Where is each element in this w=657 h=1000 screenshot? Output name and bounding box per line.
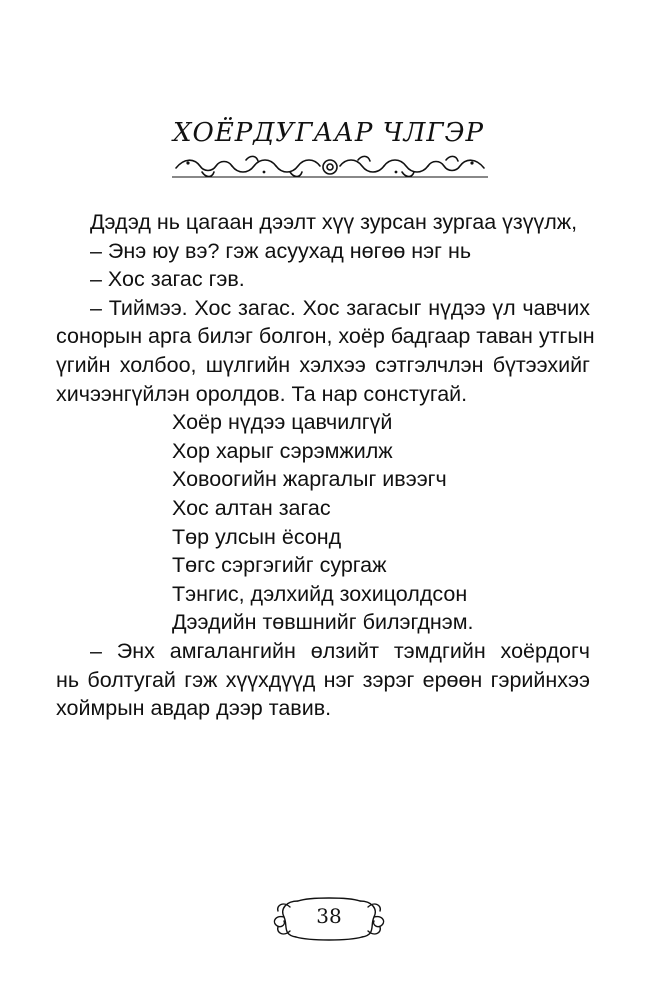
text-line: нь болтугай гэж хүүхдүүд нэг зэрэг ерөөн гэрийнхээ bbox=[56, 667, 590, 692]
ornament-divider-icon bbox=[172, 150, 488, 184]
text-line: хичээнгүйлэн оролдов. Та нар сонстугай. bbox=[56, 381, 468, 406]
poem-line: Төр улсын ёсонд bbox=[172, 524, 342, 549]
page-number: 38 bbox=[316, 904, 342, 928]
chapter-title: ХОЁРДУГААР ЧЛГЭР bbox=[173, 118, 484, 148]
poem-line: Хоёр нүдээ цавчилгүй bbox=[172, 410, 393, 435]
poem-line: Ховоогийн жаргалыг ивээгч bbox=[172, 467, 447, 492]
text-line: хоймрын авдар дээр тавив. bbox=[56, 696, 332, 721]
poem-line: Дээдийн төвшнийг билэгднэм. bbox=[172, 610, 474, 635]
text-line: – Энх амгалангийн өлзийт тэмдгийн хоёрдогч bbox=[90, 638, 590, 663]
text-line: үгийн холбоо, шүлгийн хэлхээ сэтгэлчлэн бүтээхийг bbox=[56, 352, 590, 377]
text-line: – Тиймээ. Хос загас. Хос загасыг нүдээ үл чавчих bbox=[90, 295, 590, 320]
poem-line: Хор харыг сэрэмжилж bbox=[172, 438, 393, 463]
poem-line: Тэнгис, дэлхийд зохицолдсон bbox=[172, 581, 468, 606]
page-number-frame bbox=[268, 895, 390, 943]
text-line: Дэдэд нь цагаан дээлт хүү зурсан зургаа үзүүлж, bbox=[90, 210, 578, 234]
poem-line: Төгс сэргэгийг сургаж bbox=[172, 553, 387, 578]
poem-line: Хос алтан загас bbox=[172, 495, 331, 520]
text-line: – Хос загас гэв. bbox=[90, 267, 245, 292]
text-line: – Энэ юу вэ? гэж асуухад нөгөө нэг нь bbox=[90, 238, 472, 263]
text-line: сонорын арга билэг болгон, хоёр бадгаар таван утгын bbox=[56, 324, 595, 349]
body-text bbox=[56, 208, 595, 723]
